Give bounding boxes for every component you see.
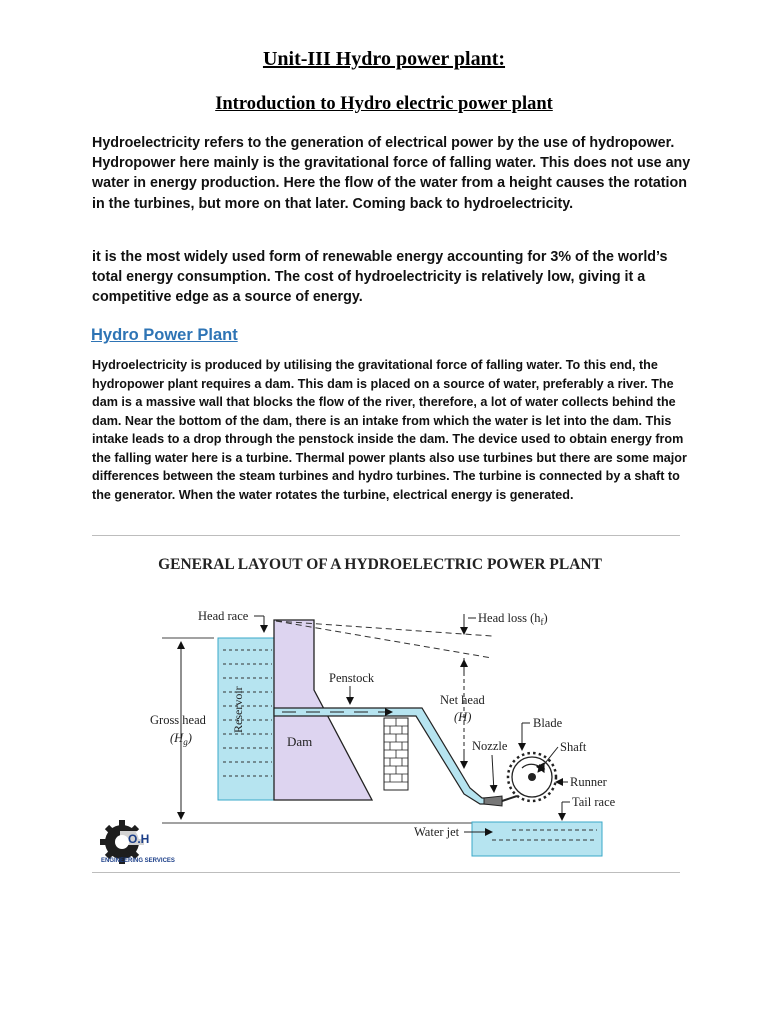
tail-race-water	[472, 822, 602, 856]
page-title: Unit-III Hydro power plant:	[262, 48, 506, 70]
head-loss-label: Head loss $(h_f)$	[478, 611, 548, 627]
penstock-label: Penstock	[329, 671, 375, 685]
page-subtitle: Introduction to Hydro electric power plant	[215, 94, 553, 114]
shaft-label: Shaft	[560, 740, 587, 754]
divider-bottom	[92, 872, 680, 873]
divider-top	[92, 535, 680, 536]
head-race-label: Head race	[198, 609, 249, 623]
nozzle-label: Nozzle	[472, 739, 508, 753]
tail-race-label: Tail race	[572, 795, 616, 809]
gross-head-symbol: $(H_g)$	[170, 731, 192, 747]
hydro-plant-diagram	[92, 540, 680, 870]
intro-paragraph-2: it is the most widely used form of renewable energy accounting for 3% of the world’s total energy consumption. The cost of hydroelectricity is relatively low, giving it a competitive edge as a source of energy.	[92, 249, 668, 306]
oh-logo	[100, 820, 175, 864]
net-head-label: Net head	[440, 693, 485, 707]
logo-text: O.H	[128, 832, 150, 846]
intro-paragraph-1: Hydroelectricity refers to the generation of electrical power by the use of hydropower. Hydropower here mainly is the gravitational force of falling water. This does not use any water in energy production. Here the flow of the water from a height causes the rotation in the turbines, but more on that later. Coming back to hydroelectricity.	[92, 135, 691, 212]
reservoir-label: Reservoir	[231, 686, 245, 733]
nozzle-tip	[484, 796, 502, 806]
net-head-symbol: (H)	[454, 710, 472, 724]
water-jet-label: Water jet	[414, 825, 460, 839]
brick-support	[384, 718, 408, 790]
turbine-runner	[508, 753, 556, 801]
dam-label: Dam	[287, 734, 313, 749]
logo-subtext: ENGINEERING SERVICES	[101, 858, 175, 864]
runner-label: Runner	[570, 775, 607, 789]
diagram-title: GENERAL LAYOUT OF A HYDROELECTRIC POWER PLANT	[158, 556, 602, 573]
section-body: Hydroelectricity is produced by utilising the gravitational force of falling water. To this end, the hydropower plant requires a dam. This dam is placed on a source of water, preferably a river. The dam is a massive wall that blocks the flow of the river, therefore, a lot of water collects behind the dam. Near the bottom of the dam, there is an intake from which the water is let into the dam. This intake leads to a drop through the penstock inside the dam. The device used to obtain energy from the falling water here is a turbine. Thermal power plants also use turbines but there are some major differences between the steam turbines and hydro turbines. The turbine is connected by a shaft to the generator. When the water rotates the turbine, electrical energy is generated.	[92, 358, 687, 502]
section-heading[interactable]: Hydro Power Plant	[91, 326, 238, 344]
nozzle-pointer	[492, 755, 494, 792]
water-jet-stream	[502, 796, 517, 801]
gross-head-label: Gross head	[150, 713, 206, 727]
blade-label: Blade	[533, 716, 563, 730]
